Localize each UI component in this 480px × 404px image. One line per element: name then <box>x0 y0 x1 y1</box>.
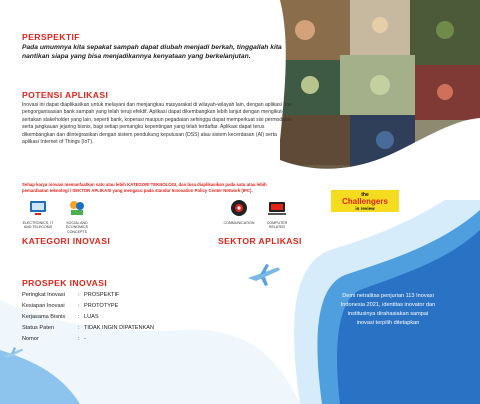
challengers-logo <box>331 190 399 212</box>
sektor-item-computer-label: COMPUTER RELATED <box>266 221 288 230</box>
kategori-item-social <box>60 198 94 234</box>
computer-icon <box>267 198 287 218</box>
small-airplane-icon <box>2 345 24 363</box>
perspektif-heading: PERSPEKTIF <box>22 32 80 42</box>
kategori-item-electronics-label: ELECTRONICS, IT AND TELECOMS <box>22 221 54 230</box>
sektor-item-communication <box>220 198 258 225</box>
prospek-key: Status Paten <box>22 325 55 331</box>
perspektif-quote: Pada umumnya kita sepakat sampah dapat diubah menjadi berkah, tinggallah kita nantikan siapa yang bisa menjadikannya kenyataan yang berkelanjutan. <box>22 44 282 60</box>
svg-text:the: the <box>361 192 369 198</box>
prospek-key: Peringkat Inovasi <box>22 292 65 298</box>
airplane-icon <box>246 262 282 288</box>
prospek-value: PROSPEKTIF <box>84 292 120 298</box>
potensi-body: Inovasi ini dapat diaplikasikan untuk melayani dan menjangkau masyarakat di wilayah-wilayah lain, dengan aplikasi dan pengorganisasian bank sampah yang telah teruji efektif. Aplikasi dapat dikembangkan lebih lanjut dengan mengikut-sertakan stakeholder yang lain, seperti bank, koperasi maupun pegadaian sehingga dapat memperkuat sisi permodalan serta jangkauan jejaring bisnis, bagi setiap pemangku kepentingan yang telah terdaftar. Aplikasi dapat terus dikembangkan dan diintegrasikan dengan sistem pendukung keputusan (DSS) atau sistem kecerdasan (AI) serta aplikasi Internet of Things (IoT). <box>22 102 292 146</box>
svg-text:Challengers: Challengers <box>342 197 388 206</box>
category-note: Setiap karya inovasi memanfaatkan satu atau lebih KATEGORI TEKNOLOGI, dan bisa diaplikasikan pada satu atau lebih pemanfaatan teknologi / SEKTOR APLIKASI yang mengacu pada standar Innovation Policy Center Network (IPC). <box>22 182 267 193</box>
prospek-value: TIDAK INGIN DIPATENKAN <box>84 325 155 331</box>
prospek-sep: : <box>78 336 80 342</box>
prospek-sep: : <box>78 314 80 320</box>
kategori-heading: KATEGORI INOVASI <box>22 236 111 246</box>
neutrality-note: Demi netralitas penjurian 113 Inovasi Indonesia 2021, identitas inovator dan institusinya dirahasiakan sampai inovasi terpilih ditetapkan <box>340 293 436 326</box>
challengers-logo-art <box>331 190 399 212</box>
potensi-heading: POTENSI APLIKASI <box>22 90 109 100</box>
prospek-sep: : <box>78 292 80 298</box>
prospek-key: Kerjasama Bisnis <box>22 314 66 320</box>
prospek-sep: : <box>78 303 80 309</box>
sektor-item-communication-label: COMMUNICATION <box>223 221 255 226</box>
svg-text:in review: in review <box>355 206 375 211</box>
photo-collage <box>280 0 480 200</box>
electronics-icon <box>28 198 48 218</box>
social-economics-icon <box>67 198 87 218</box>
kategori-item-electronics <box>20 198 56 230</box>
prospek-heading: PROSPEK INOVASI <box>22 278 108 288</box>
sektor-item-computer <box>260 198 294 230</box>
prospek-value: - <box>84 336 86 342</box>
sektor-heading: SEKTOR APLIKASI <box>218 236 302 246</box>
communication-icon <box>229 198 249 218</box>
kategori-item-social-label: SOCIAL AND ECONOMICS CONCEPTS <box>65 221 89 234</box>
collage-photos <box>280 0 480 200</box>
prospek-key: Kesiapan Inovasi <box>22 303 65 309</box>
prospek-sep: : <box>78 325 80 331</box>
prospek-value: LUAS <box>84 314 99 320</box>
prospek-value: PROTOTYPE <box>84 303 119 309</box>
prospek-key: Nomor <box>22 336 39 342</box>
